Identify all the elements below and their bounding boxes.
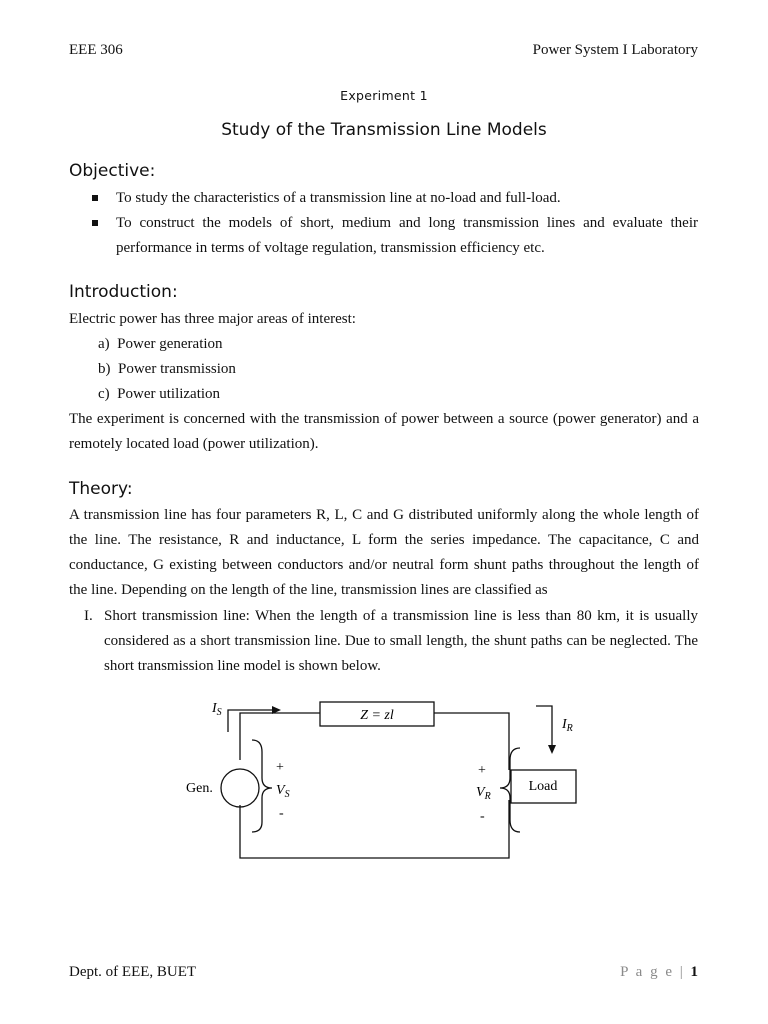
receiving-minus: - [480, 809, 485, 824]
bullet-square-icon [92, 220, 98, 226]
receiving-plus: + [478, 763, 486, 778]
receiving-voltage-brace [500, 748, 520, 832]
header-lab: Power System I Laboratory [532, 42, 698, 58]
list-item-text: Power utilization [117, 386, 221, 402]
sending-voltage-label: $V_S$ [276, 783, 290, 800]
list-item-text: Power generation [117, 336, 223, 352]
sending-voltage-brace [252, 740, 272, 832]
objective-heading: Objective: [69, 161, 156, 181]
receiving-current-arrow [536, 706, 552, 745]
introduction-lead: Electric power has three major areas of interest: [69, 311, 356, 327]
objective-item [92, 211, 698, 261]
list-item [98, 382, 220, 407]
list-marker: c) [98, 386, 110, 402]
theory-heading: Theory: [69, 479, 133, 499]
sending-current-label: $I_S$ [212, 701, 222, 718]
list-item [98, 332, 223, 357]
footer-page-number: 1 [690, 964, 698, 980]
list-item-text: Short transmission line: When the length of a transmission line is less than 80 km, it is usually considered as a short transmission line. Due to small length, the shunt paths can be neglected. The short transmission line model is shown below. [104, 608, 698, 674]
list-item-text: Power transmission [118, 361, 236, 377]
list-marker: a) [98, 336, 110, 352]
objective-item [92, 186, 698, 211]
receiving-current-label: $I_R$ [562, 717, 573, 734]
objective-item-text: To study the characteristics of a transmission line at no-load and full-load. [116, 190, 561, 206]
theory-paragraph: A transmission line has four parameters R, L, C and G distributed uniformly along the whole length of the line. The resistance, R and inductance, L form the series impedance. The capacitance, C and conductance, G existing between conductors and/or neutral form shunt paths throughout the length of the line. Depending on the length of the line, transmission lines are classified as [69, 507, 699, 598]
sending-minus: - [279, 806, 284, 821]
sending-top-wire [240, 713, 320, 760]
experiment-label: Experiment 1 [340, 88, 428, 103]
page-title: Study of the Transmission Line Models [221, 120, 547, 140]
receiving-voltage-label: $V_R$ [476, 785, 491, 802]
footer-dept: Dept. of EEE, BUET [69, 964, 197, 980]
introduction-heading: Introduction: [69, 282, 178, 302]
bullet-square-icon [92, 195, 98, 201]
short-line-circuit-diagram [0, 690, 768, 870]
receiving-top-wire [434, 713, 509, 770]
list-item [84, 604, 698, 679]
generator-label: Gen. [186, 781, 213, 796]
footer-page [620, 964, 698, 981]
generator-symbol [221, 769, 259, 807]
receiving-arrowhead [548, 745, 556, 754]
list-marker: I. [84, 608, 93, 624]
impedance-label: Z = zl [360, 708, 394, 723]
list-marker: b) [98, 361, 111, 377]
list-item [98, 357, 236, 382]
introduction-closing: The experiment is concerned with the transmission of power between a source (power generator) and a remotely located load (power utilization). [69, 411, 699, 452]
objective-item-text: To construct the models of short, medium and long transmission lines and evaluate their performance in terms of voltage regulation, transmission efficiency etc. [116, 215, 698, 256]
sending-plus: + [276, 760, 284, 775]
load-label: Load [528, 779, 558, 794]
header-course: EEE 306 [69, 42, 123, 58]
footer-page-word: P a g e | [620, 964, 685, 980]
